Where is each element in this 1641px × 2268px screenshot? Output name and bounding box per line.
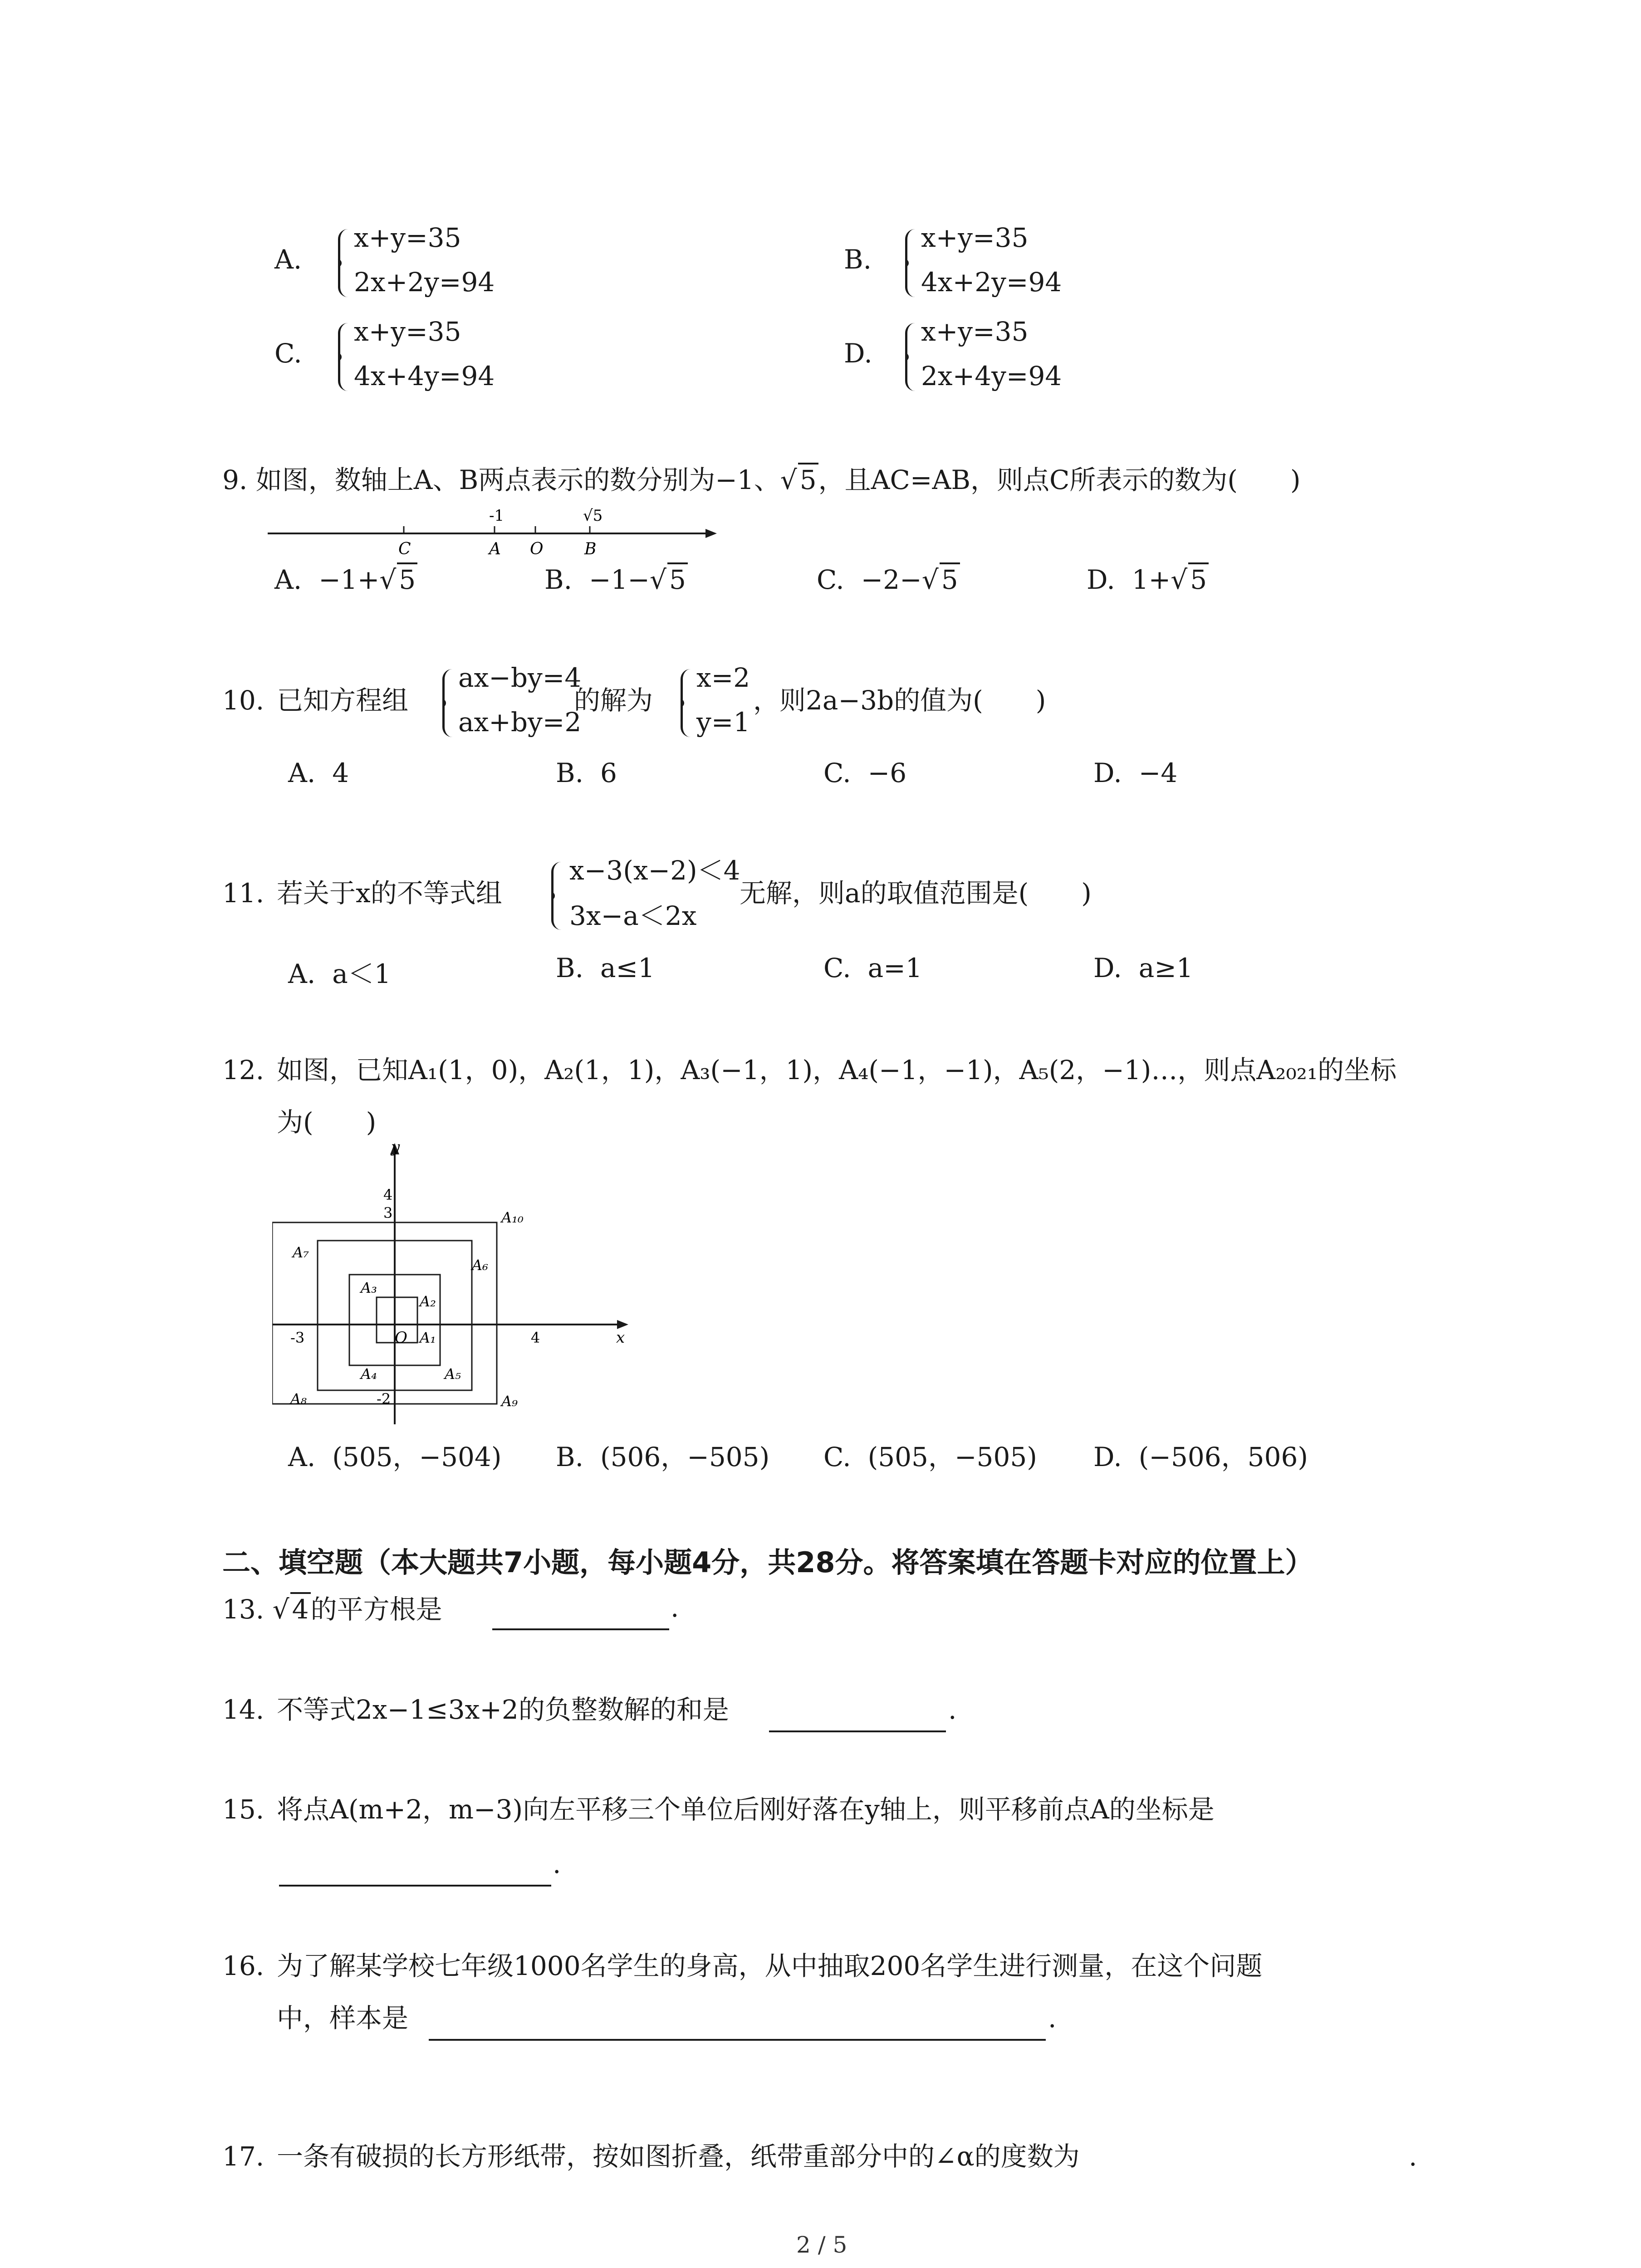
- q12-coordinate-figure: [272, 1143, 635, 1433]
- q11-option-a-value: a＜1: [332, 958, 391, 989]
- q13-stem: [222, 1592, 442, 1626]
- q12-tick-4-y: 4: [383, 1186, 393, 1203]
- q16-line1: 为了解某学校七年级1000名学生的身高，从中抽取200名学生进行测量，在这个问题: [277, 1950, 1263, 1981]
- q11-text2: 无解，则a的取值范围是( ): [740, 878, 1092, 909]
- q9-number-line-figure: [268, 503, 721, 562]
- q9-sqrt: √ 5: [780, 463, 818, 496]
- section-2-title: 二、填空题（本大题共7小题，每小题4分，共28分。将答案填在答题卡对应的位置上）: [222, 1546, 1313, 1579]
- q8-option-d-eq2: 2x+4y=94: [921, 361, 1062, 391]
- q12-option-d-value: (−506，506): [1138, 1442, 1308, 1472]
- q12-option-a-label: A.: [288, 1442, 316, 1472]
- q9-option-c: [817, 562, 960, 595]
- q8-option-d-label: D.: [844, 338, 872, 369]
- q13-number: 13.: [222, 1594, 265, 1625]
- q11-option-b: [556, 953, 655, 983]
- q11-system-brace: [551, 862, 564, 930]
- q11-number: 11.: [222, 878, 265, 909]
- q12-axis-y-label: y: [391, 1143, 400, 1156]
- q9-point-o: O: [530, 540, 544, 558]
- q9-option-a-radicand: 5: [397, 562, 417, 595]
- q13-sqrt: √ 4: [273, 1592, 311, 1626]
- q9-stem: [222, 463, 1301, 496]
- q9-number: 9.: [222, 464, 248, 495]
- q8-option-a-label: A.: [274, 244, 302, 275]
- q12-label-a6: A₆: [472, 1256, 488, 1274]
- q8-option-c-label: C.: [274, 338, 302, 369]
- q12-label-a2: A₂: [420, 1293, 436, 1310]
- q9-label-sqrt5: √5: [583, 507, 603, 525]
- q8-option-b-brace: [905, 229, 918, 297]
- q9-option-b-sqrt: √ 5: [650, 562, 688, 595]
- q12-origin-label: O: [395, 1329, 407, 1347]
- q10-solution-eq2: y=1: [696, 707, 750, 738]
- q12-line2: 为( ): [277, 1107, 377, 1138]
- q9-point-a: A: [489, 540, 501, 558]
- q12-number: 12.: [222, 1055, 265, 1085]
- q10-option-c-label: C.: [823, 758, 851, 788]
- q11-option-d-value: a≥1: [1138, 953, 1193, 983]
- q10-option-a-label: A.: [288, 758, 316, 788]
- q12-label-a5: A₅: [445, 1365, 461, 1383]
- q10-option-d-label: D.: [1093, 758, 1122, 788]
- q10-text2: 的解为: [574, 685, 653, 716]
- q11-text1: 若关于x的不等式组: [277, 878, 502, 909]
- q15-end: .: [553, 1848, 561, 1879]
- q10-option-b: [556, 758, 617, 788]
- q11-eq2: 3x−a＜2x: [569, 900, 697, 931]
- q8-option-c-eq2: 4x+4y=94: [354, 361, 495, 391]
- q9-option-c-radicand: 5: [940, 562, 960, 595]
- q9-option-a: [274, 562, 417, 595]
- q13-answer-blank[interactable]: [492, 1628, 669, 1630]
- q9-option-d-label: D.: [1087, 564, 1115, 595]
- q8-option-a-brace: [338, 229, 351, 297]
- q10-number: 10.: [222, 685, 265, 716]
- q12-tick-neg2-y: -2: [377, 1390, 391, 1408]
- q9-option-d-prefix: 1+: [1132, 564, 1171, 595]
- q8-option-c-brace: [338, 323, 351, 391]
- q14-answer-blank[interactable]: [769, 1730, 946, 1732]
- q11-option-c-label: C.: [823, 953, 851, 983]
- q15-text: 将点A(m+2，m−3)向左平移三个单位后刚好落在y轴上，则平移前点A的坐标是: [277, 1794, 1215, 1825]
- q8-option-b-eq1: x+y=35: [921, 222, 1029, 253]
- q14-number: 14.: [222, 1694, 265, 1725]
- q9-arrow-head: [705, 529, 717, 538]
- q12-label-a9: A₉: [501, 1393, 518, 1410]
- q12-tick-3-y: 3: [383, 1204, 393, 1222]
- q10-option-b-label: B.: [556, 758, 584, 788]
- q17-number: 17.: [222, 2141, 265, 2172]
- q11-option-b-label: B.: [556, 953, 584, 983]
- q12-option-d: [1093, 1436, 1308, 1474]
- q17-text: 一条有破损的长方形纸带，按如图折叠，纸带重部分中的∠α的度数为: [277, 2141, 1080, 2172]
- q9-point-b: B: [584, 540, 597, 558]
- q16-end: .: [1048, 2003, 1057, 2033]
- q9-option-b: [544, 562, 688, 595]
- q13-radicand: 4: [290, 1592, 311, 1626]
- q11-option-a-label: A.: [288, 958, 316, 989]
- q9-option-d-sqrt: √ 5: [1171, 562, 1209, 595]
- q9-option-a-sqrt: √ 5: [379, 562, 417, 595]
- q8-option-b-eq2: 4x+2y=94: [921, 267, 1062, 298]
- q16-answer-blank[interactable]: [429, 2039, 1046, 2041]
- q12-label-a7: A₇: [293, 1244, 309, 1261]
- q8-option-b-label: B.: [844, 244, 872, 275]
- q11-option-c-value: a=1: [867, 953, 922, 983]
- q12-option-b: [556, 1436, 769, 1474]
- q11-option-a: [288, 953, 391, 991]
- q10-option-d: [1093, 758, 1177, 788]
- q12-option-c-label: C.: [823, 1442, 851, 1472]
- q12-label-a8: A₈: [290, 1390, 307, 1408]
- q10-text3: ，则2a−3b的值为( ): [753, 685, 1046, 716]
- q10-option-a: [288, 758, 349, 788]
- q9-text-after: ，且AC=AB，则点C所表示的数为( ): [818, 464, 1301, 495]
- q10-option-c-value: −6: [867, 758, 907, 788]
- q11-option-d: [1093, 953, 1193, 983]
- q16-line2: 中，样本是: [277, 2003, 409, 2033]
- q9-text-before: 如图，数轴上A、B两点表示的数分别为−1、: [255, 464, 780, 495]
- q8-option-c-eq1: x+y=35: [354, 316, 461, 347]
- q16-number: 16.: [222, 1950, 265, 1981]
- q12-option-c-value: (505，−505): [867, 1442, 1037, 1472]
- q12-axis-x-label: x: [616, 1329, 625, 1347]
- q12-tick-4-x: 4: [531, 1329, 540, 1346]
- q12-tick-neg3-x: -3: [290, 1329, 305, 1346]
- q12-label-a4: A₄: [361, 1365, 377, 1383]
- q9-option-b-radicand: 5: [667, 562, 688, 595]
- q12-option-b-label: B.: [556, 1442, 584, 1472]
- q10-option-a-value: 4: [332, 758, 349, 788]
- q9-option-d-radicand: 5: [1188, 562, 1209, 595]
- q11-option-c: [823, 953, 922, 983]
- q13-text: 的平方根是: [310, 1594, 442, 1625]
- q10-option-c: [823, 758, 906, 788]
- q12-label-a10: A₁₀: [501, 1209, 524, 1226]
- q12-label-a3: A₃: [361, 1279, 377, 1296]
- q10-option-b-value: 6: [600, 758, 617, 788]
- q15-answer-blank[interactable]: [279, 1885, 551, 1887]
- q9-option-c-prefix: −2−: [861, 564, 922, 595]
- q9-option-a-label: A.: [274, 564, 302, 595]
- q12-x-arrow: [617, 1320, 628, 1329]
- q10-system-eq1: ax−by=4: [458, 662, 582, 693]
- q10-system-eq2: ax+by=2: [458, 707, 582, 738]
- q8-option-a-eq2: 2x+2y=94: [354, 267, 495, 298]
- q9-option-a-prefix: −1+: [318, 564, 380, 595]
- q9-point-c: C: [398, 540, 411, 558]
- q12-label-a1: A₁: [420, 1329, 436, 1346]
- q12-option-c: [823, 1436, 1037, 1474]
- q9-option-c-sqrt: √ 5: [922, 562, 960, 595]
- q11-option-d-label: D.: [1093, 953, 1122, 983]
- q9-option-b-prefix: −1−: [588, 564, 650, 595]
- q17-end: .: [1409, 2141, 1417, 2172]
- q10-system-brace: [442, 669, 456, 737]
- q12-option-b-value: (506，−505): [600, 1442, 770, 1472]
- q13-end: .: [671, 1592, 679, 1623]
- q9-option-d: [1087, 562, 1209, 595]
- q15-number: 15.: [222, 1794, 265, 1825]
- q8-option-d-eq1: x+y=35: [921, 316, 1029, 347]
- q9-label-neg1: -1: [489, 507, 505, 525]
- q9-option-c-label: C.: [817, 564, 844, 595]
- q11-option-b-value: a≤1: [600, 953, 655, 983]
- q9-option-b-label: B.: [544, 564, 573, 595]
- q8-option-d-brace: [905, 323, 918, 391]
- q10-option-d-value: −4: [1138, 758, 1178, 788]
- q14-end: .: [948, 1694, 957, 1725]
- q12-option-a: [288, 1436, 501, 1474]
- q12-line1: 如图，已知A₁(1，0)，A₂(1，1)，A₃(−1，1)，A₄(−1，−1)，A₅(2，−1)…，则点A₂₀₂₁的坐标: [277, 1055, 1397, 1085]
- q10-solution-eq1: x=2: [696, 662, 750, 693]
- q10-solution-brace: [681, 669, 694, 737]
- q10-text1: 已知方程组: [277, 685, 409, 716]
- q14-text: 不等式2x−1≤3x+2的负整数解的和是: [277, 1694, 729, 1725]
- q11-eq1: x−3(x−2)＜4: [569, 855, 740, 886]
- q12-option-a-value: (505，−504): [332, 1442, 502, 1472]
- q8-option-a-eq1: x+y=35: [354, 222, 461, 253]
- q9-radicand: 5: [798, 463, 818, 496]
- page-number: 2 / 5: [796, 2232, 847, 2258]
- q12-option-d-label: D.: [1093, 1442, 1122, 1472]
